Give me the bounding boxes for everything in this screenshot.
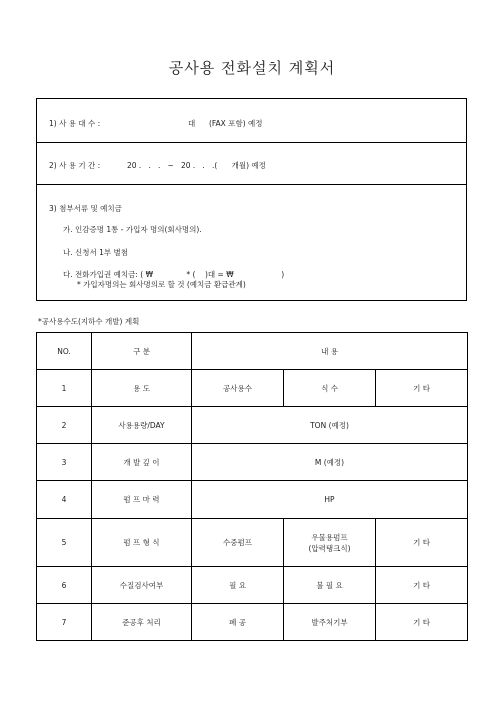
- row-option: 기 타: [376, 519, 468, 567]
- row-option: 기 타: [376, 604, 468, 641]
- row-option: 공사용수: [192, 370, 284, 407]
- row-category: 용 도: [92, 370, 192, 407]
- table-caption: *공사용수도(지하수 개발) 계획: [38, 317, 140, 326]
- table-row: [37, 407, 468, 444]
- row-option: 기 타: [376, 370, 468, 407]
- header-category: 구 분: [92, 333, 192, 370]
- row-option-line: (압력탱크식): [308, 543, 351, 553]
- attachment-item-c-note: * 가입자명의는 회사명의로 할 것 (예치금 환급관계): [77, 280, 246, 289]
- row-category: 개 발 깊 이: [92, 444, 192, 481]
- table-row: [37, 481, 468, 519]
- table-header-row: [37, 333, 468, 370]
- row-category: 수질검사여부: [92, 567, 192, 604]
- attachments-box: [36, 184, 467, 301]
- usage-period-value: 20 . . . ~ 20 . . .( 개월) 예정: [127, 161, 266, 170]
- row-no: 3: [37, 444, 92, 481]
- row-category: 펌 프 마 력: [92, 481, 192, 519]
- usage-count-box: [36, 98, 467, 143]
- water-plan-table: [36, 332, 468, 641]
- table-row: [37, 567, 468, 604]
- row-option: 발주처기부: [284, 604, 376, 641]
- row-option: 기 타: [376, 567, 468, 604]
- row-option: 식 수: [284, 370, 376, 407]
- row-option-line: 우물용펌프: [311, 532, 348, 542]
- attachment-item-c: 다. 전화가입권 예치금: ( ₩ * ( )대 = ₩ ): [63, 270, 285, 279]
- row-category: 사용용량/DAY: [92, 407, 192, 444]
- row-no: 6: [37, 567, 92, 604]
- usage-period-box: [36, 142, 467, 185]
- row-no: 5: [37, 519, 92, 567]
- usage-period-label: 2) 사 용 기 간 :: [49, 161, 101, 170]
- attachment-item-b: 나. 신청서 1부 별첨: [63, 248, 129, 257]
- attachments-heading: 3) 첨부서류 및 예치금: [49, 204, 122, 213]
- page-title: 공사용 전화설치 계획서: [168, 59, 336, 77]
- row-value: M (예정): [192, 444, 468, 481]
- row-no: 2: [37, 407, 92, 444]
- fax-note: (FAX 포함) 예정: [209, 119, 263, 128]
- table-row: [37, 370, 468, 407]
- row-option: 필 요: [192, 567, 284, 604]
- header-content: 내 용: [192, 333, 468, 370]
- row-value: HP: [192, 481, 468, 519]
- row-value: TON (예정): [192, 407, 468, 444]
- row-option: [284, 519, 376, 567]
- row-no: 7: [37, 604, 92, 641]
- row-no: 1: [37, 370, 92, 407]
- usage-count-unit: 대: [188, 119, 196, 128]
- row-category: 준공후 처리: [92, 604, 192, 641]
- header-no: NO.: [37, 333, 92, 370]
- table-row: [37, 519, 468, 567]
- attachment-item-a: 가. 인감증명 1통 - 가입자 명의(회사명의).: [63, 225, 202, 234]
- usage-count-label: 1) 사 용 대 수 :: [49, 119, 101, 128]
- row-option: 수중펌프: [192, 519, 284, 567]
- row-option: 폐 공: [192, 604, 284, 641]
- table-row: [37, 444, 468, 481]
- row-no: 4: [37, 481, 92, 519]
- table-row: [37, 604, 468, 641]
- row-option: 불 필 요: [284, 567, 376, 604]
- row-category: 펌 프 형 식: [92, 519, 192, 567]
